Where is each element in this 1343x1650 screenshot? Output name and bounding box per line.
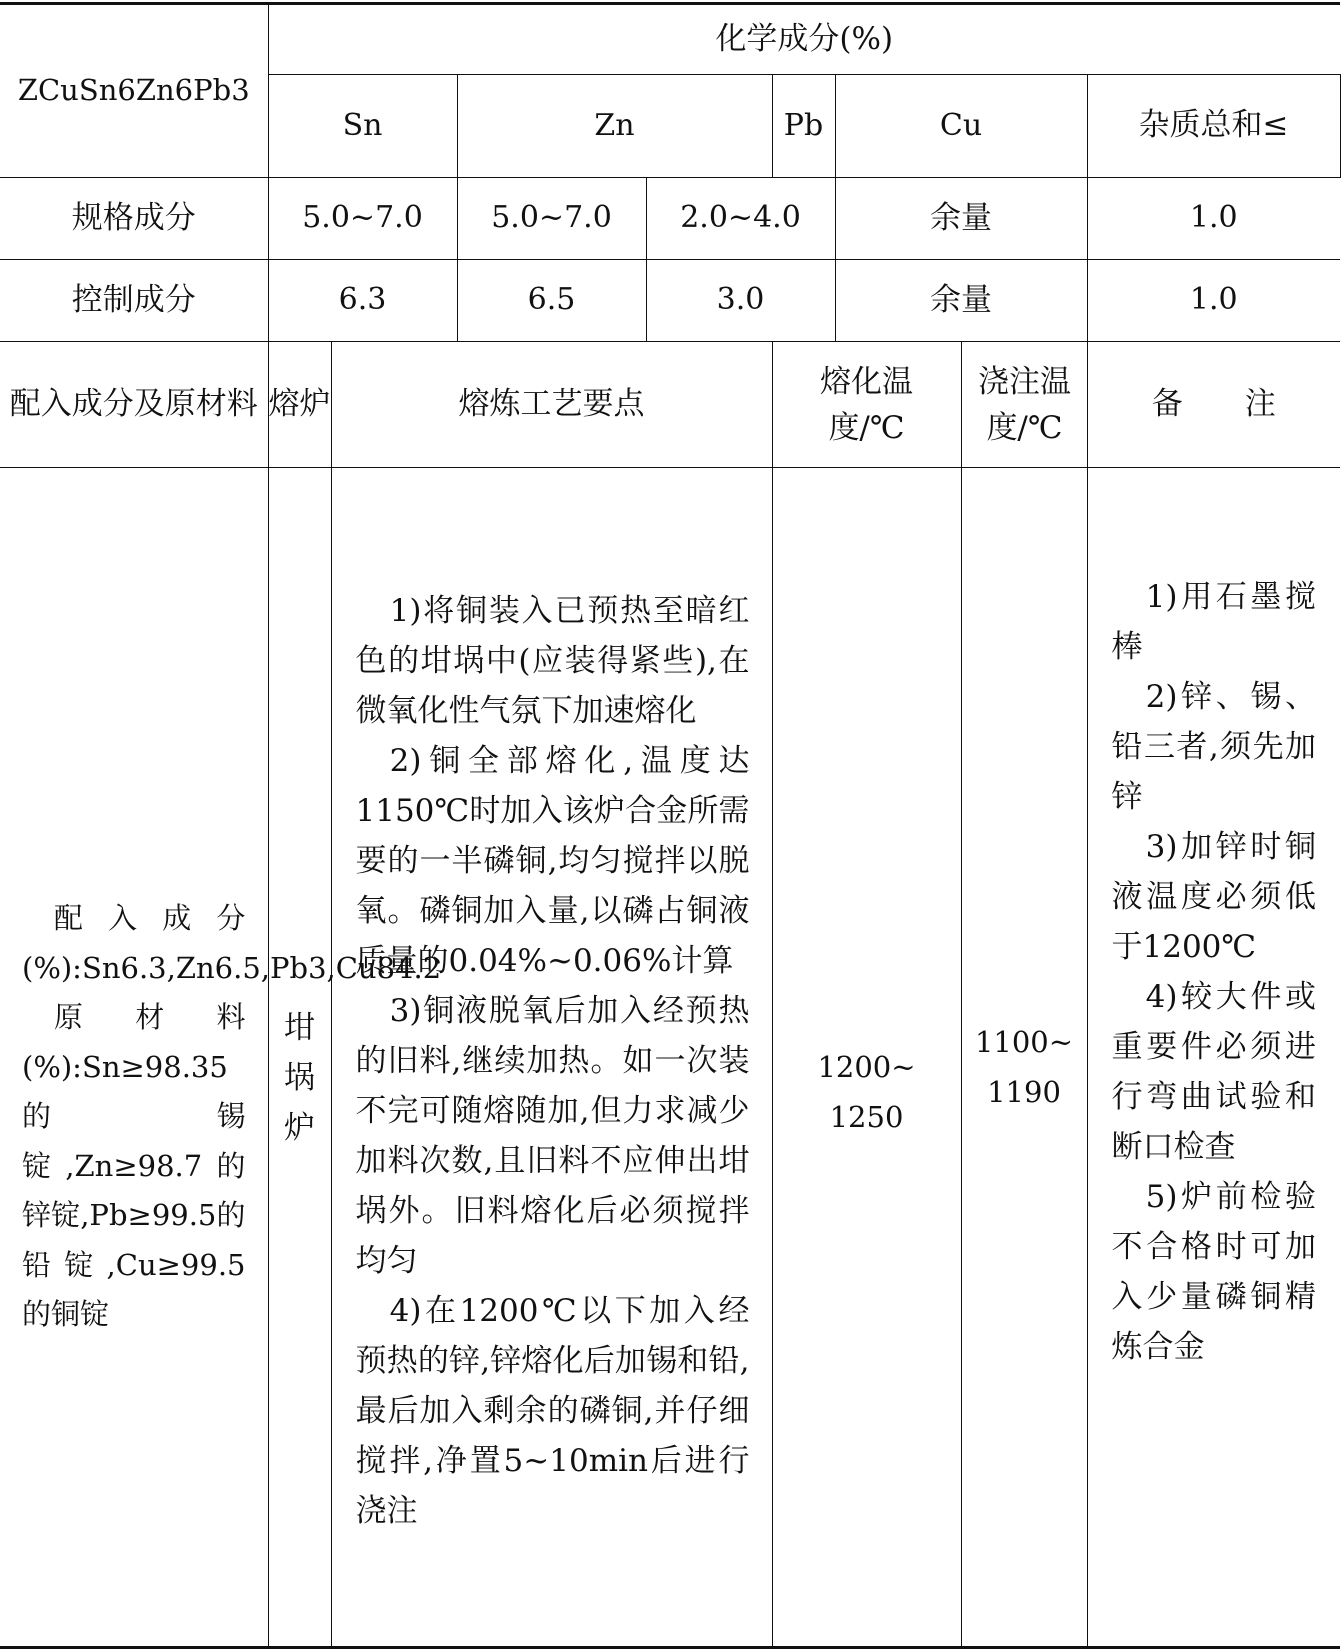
control-sn: 6.3 [268,260,457,342]
element-pb-header: Pb [772,75,835,178]
note-3: 3)加锌时铜液温度必须低于1200℃ [1111,829,1317,965]
notes-cell [1087,468,1340,1648]
process-step-2: 2)铜全部熔化,温度达1150℃时加入该炉合金所需要的一半磷铜,均匀搅拌以脱氧。磷铜加入量,以磷占铜液质量的0.04%~0.06%计算 [355,743,750,979]
furnace-type: 坩埚炉 [284,1010,315,1146]
materials-raw: 原材料(%):Sn≥98.35的锡锭,Zn≥98.7的锌锭,Pb≥99.5的铅锭,Cu≥99.5的铜锭 [22,1000,246,1332]
element-zn-header: Zn [457,75,772,178]
spec-cu: 余量 [835,178,1087,260]
control-zn: 6.5 [457,260,646,342]
notes-header: 备 注 [1087,342,1340,468]
spec-pb: 2.0~4.0 [646,178,835,260]
control-label: 控制成分 [0,260,268,342]
spec-composition-row [0,178,1340,260]
spec-zn: 5.0~7.0 [457,178,646,260]
note-1: 1)用石墨搅棒 [1111,579,1317,665]
control-composition-row [0,260,1340,342]
spec-impurity: 1.0 [1087,178,1340,260]
pour-temp-header-text: 浇注温度/℃ [978,363,1071,446]
process-detail-row [0,468,1340,1648]
process-step-1: 1)将铜装入已预热至暗红色的坩埚中(应装得紧些),在微氧化性气氛下加速熔化 [355,593,750,729]
spec-label: 规格成分 [0,178,268,260]
note-5: 5)炉前检验不合格时可加入少量磷铜精炼合金 [1111,1179,1317,1365]
pour-temp-value: 1100~1190 [974,1025,1074,1109]
pour-temp-header [961,342,1087,468]
spec-sn: 5.0~7.0 [268,178,457,260]
alloy-grade: ZCuSn6Zn6Pb3 [0,4,268,178]
element-sn-header: Sn [268,75,457,178]
note-4: 4)较大件或重要件必须进行弯曲试验和断口检查 [1111,979,1317,1165]
control-cu: 余量 [835,260,1087,342]
process-cell [331,468,772,1648]
control-impurity: 1.0 [1087,260,1340,342]
process-header-row [0,342,1340,468]
alloy-spec-table [0,2,1341,1649]
materials-composition: 配入成分(%):Sn6.3,Zn6.5,Pb3,Cu84.2 [22,901,442,985]
process-step-3: 3)铜液脱氧后加入经预热的旧料,继续加热。如一次装不完可随熔随加,但力求减少加料次数,且旧料不应伸出坩埚外。旧料熔化后必须搅拌均匀 [355,993,750,1279]
melt-temp-value: 1200~1250 [817,1050,916,1134]
control-pb: 3.0 [646,260,835,342]
melt-temp-header-text: 熔化温度/℃ [820,363,913,446]
element-cu-header: Cu [835,75,1087,178]
process-step-4: 4)在1200℃以下加入经预热的锌,锌熔化后加锡和铅,最后加入剩余的磷铜,并仔细搅拌,净置5~10min后进行浇注 [355,1293,750,1529]
melt-temp-cell [772,468,961,1648]
note-2: 2)锌、锡、铅三者,须先加锌 [1111,679,1317,815]
furnace-header: 熔炉 [268,342,331,468]
melt-temp-header [772,342,961,468]
process-header: 熔炼工艺要点 [331,342,772,468]
materials-header: 配入成分及原材料 [0,342,268,468]
impurity-header: 杂质总和≤ [1087,75,1340,178]
furnace-cell [268,468,331,1648]
chem-composition-title: 化学成分(%) [268,4,1340,75]
pour-temp-cell [961,468,1087,1648]
